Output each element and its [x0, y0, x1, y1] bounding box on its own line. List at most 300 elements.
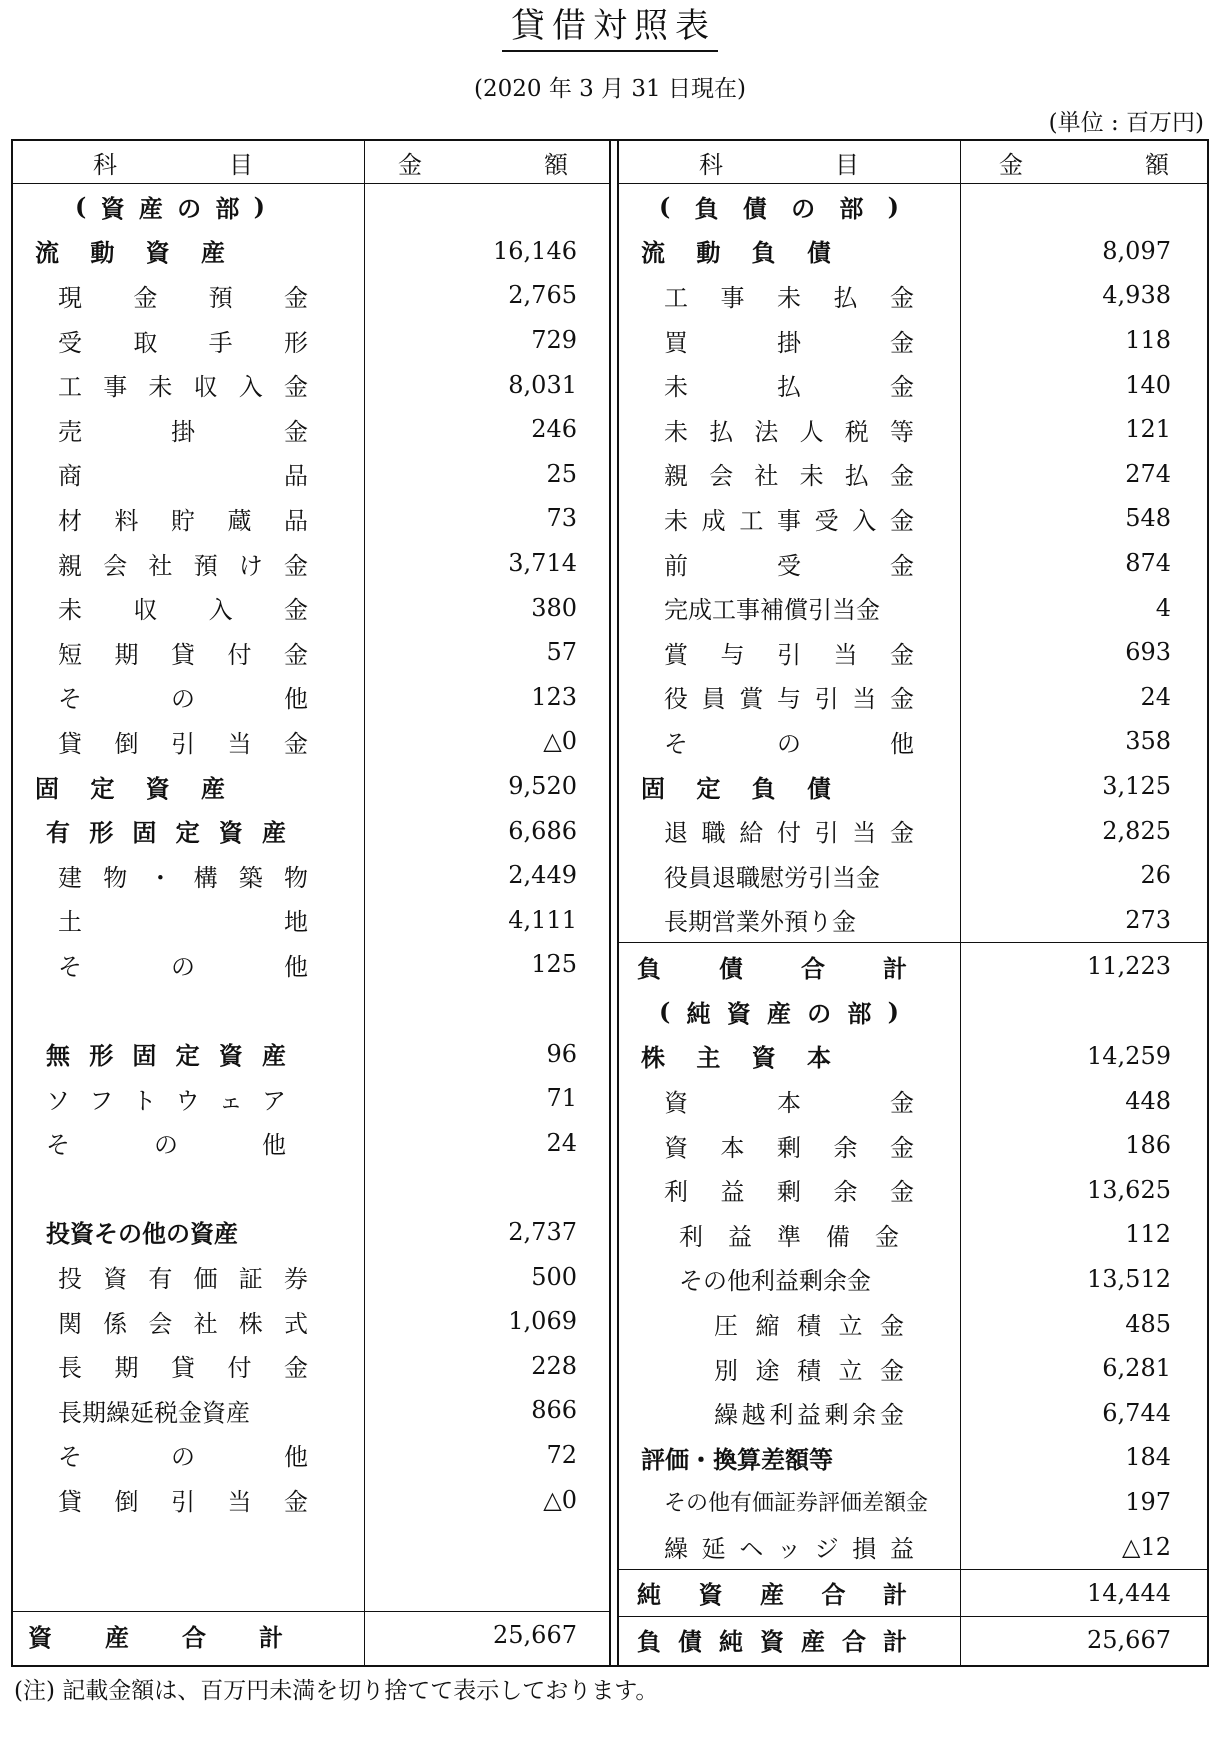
row-label [58, 278, 308, 313]
label-char: ェ [218, 1086, 243, 1115]
section-label [75, 189, 265, 224]
label-char: 築 [238, 863, 263, 892]
label-char: の [171, 685, 195, 714]
label-char: 合 [842, 1627, 866, 1657]
label-char: 入 [208, 596, 233, 625]
amount-value: 358 [1125, 727, 1171, 756]
row-label [58, 412, 308, 447]
total-row [619, 1616, 1208, 1663]
row-label [664, 635, 914, 670]
label-char: そ [58, 952, 82, 981]
label-char: 金 [283, 551, 308, 580]
label-char: 期 [114, 640, 139, 669]
label-char: の [777, 729, 801, 758]
row-label [58, 724, 308, 759]
label-char: 株 [238, 1309, 263, 1338]
label-char: そ [58, 1443, 82, 1472]
table-row [13, 764, 609, 809]
row-label [58, 1348, 308, 1383]
amount-value: 13,512 [1087, 1264, 1171, 1293]
row-label [664, 323, 914, 358]
amount-value: 2,449 [508, 861, 577, 890]
label-char: 掛 [777, 328, 801, 357]
label-char: 未 [148, 373, 173, 402]
label-char: 他 [890, 729, 914, 758]
amount-header [398, 145, 568, 180]
label-char: そ [664, 729, 688, 758]
label-char: 工 [739, 506, 764, 535]
label-char: 資 [664, 1133, 688, 1162]
table-row [13, 1343, 609, 1388]
table-row [13, 1076, 609, 1121]
label-char: 産 [766, 998, 791, 1028]
amount-value: 8,097 [1102, 236, 1171, 265]
label-char: 未 [58, 596, 82, 625]
label-char: 圧 [714, 1312, 738, 1341]
label-char: ( [659, 191, 671, 221]
amount-value: 14,444 [1087, 1578, 1171, 1607]
label-char: 資 [103, 1265, 128, 1294]
row-label [58, 1259, 308, 1294]
amount-value: 118 [1125, 326, 1171, 355]
amount-value: 273 [1125, 905, 1171, 934]
amount-value: 4,938 [1102, 281, 1171, 310]
label-char: 受 [777, 551, 801, 580]
label-char: 負 [694, 193, 719, 223]
amount-value: 3,125 [1102, 772, 1171, 801]
label-char: 事 [720, 283, 745, 312]
row-label [58, 1482, 308, 1517]
label-char: 蔵 [227, 506, 252, 535]
label-char: 合 [182, 1622, 206, 1652]
amount-value: 16,146 [493, 236, 577, 265]
table-row [13, 1210, 609, 1255]
label-char: ( [659, 996, 671, 1026]
amount-value: 11,223 [1087, 952, 1171, 981]
amount-value: 246 [531, 415, 577, 444]
label-char: 金 [890, 1178, 914, 1207]
label-char: 流 [35, 238, 59, 268]
label-char: 余 [852, 1401, 877, 1430]
table-row [619, 630, 1208, 675]
label-char: 地 [284, 908, 308, 937]
label-char: 有 [46, 818, 70, 848]
label-char: 倒 [114, 1488, 139, 1517]
as-of-date: (2020 年 3 月 31 日現在) [474, 76, 746, 102]
label-char: 退 [664, 819, 688, 848]
row-label [58, 947, 308, 982]
table-row [619, 273, 1208, 318]
label-char: 利 [679, 1222, 703, 1251]
label-char: 賞 [664, 640, 688, 669]
label-char: 有 [148, 1265, 173, 1294]
amount-value: 6,686 [508, 816, 577, 845]
label-char: 会 [148, 1309, 173, 1338]
label-char: 未 [664, 417, 688, 446]
label-char: 計 [883, 1627, 907, 1657]
row-label [58, 679, 308, 714]
table-row [13, 1120, 609, 1165]
row-label [664, 1083, 914, 1118]
amount-value: 4 [1155, 593, 1171, 622]
label-char: 資 [218, 1041, 243, 1071]
row-label [664, 679, 914, 714]
label-char: そ [58, 685, 82, 714]
label-char: の [807, 998, 832, 1028]
table-row [13, 541, 609, 586]
table-row [13, 675, 609, 720]
label-char: 付 [776, 819, 801, 848]
table-row [13, 942, 609, 987]
label-char: 本 [720, 1133, 745, 1162]
label-char: ト [132, 1086, 157, 1115]
section-heading [619, 184, 1208, 229]
amount-value: 6,281 [1102, 1354, 1171, 1383]
amount-value: 2,737 [508, 1217, 577, 1246]
label-char: 金 [283, 283, 308, 312]
unit-label: (単位 : 百万円) [1048, 110, 1204, 136]
table-row [619, 407, 1208, 452]
header-text: 金 [398, 150, 422, 179]
label-char: 式 [283, 1309, 308, 1338]
label-char: 益 [728, 1222, 752, 1251]
row-label [58, 635, 308, 670]
total-row [619, 942, 1208, 989]
amount-value: 197 [1125, 1487, 1171, 1516]
label-char: 券 [283, 1265, 308, 1294]
label-char: 定 [696, 773, 721, 803]
label-char: 定 [175, 818, 200, 848]
label-char: 金 [889, 819, 914, 848]
table-row [619, 1167, 1208, 1212]
row-label [46, 1036, 286, 1071]
label-char: 資 [698, 1580, 723, 1610]
table-row [13, 719, 609, 764]
label-char: 資 [28, 1622, 52, 1652]
label-char: 益 [796, 1401, 821, 1430]
footnote: (注) 記載金額は、百万円未満を切り捨てて表示しております。 [14, 1678, 659, 1704]
label-char: 他 [262, 1131, 286, 1160]
label-char: 工 [664, 283, 688, 312]
label-char: 資 [145, 238, 170, 268]
label-char: 形 [89, 1041, 114, 1071]
label-char: 動 [696, 238, 721, 268]
label-char: 負 [637, 953, 661, 983]
label-char: 短 [58, 640, 82, 669]
table-row [619, 853, 1208, 898]
amount-value: 112 [1125, 1220, 1171, 1249]
label-char: 親 [664, 462, 688, 491]
label-char: 預 [193, 551, 218, 580]
label-char: 引 [171, 729, 195, 758]
label-char: 社 [148, 551, 173, 580]
page-title: 貸借対照表 [0, 4, 1220, 52]
label-char: 貯 [171, 506, 195, 535]
label-char: 当 [852, 819, 877, 848]
label-char: 金 [875, 1222, 899, 1251]
row-label [664, 724, 914, 759]
label-char: 長 [58, 1354, 82, 1383]
label-char: 金 [889, 685, 914, 714]
balance-sheet-table [11, 139, 1209, 1667]
table-row [13, 496, 609, 541]
label-char: 親 [58, 551, 82, 580]
label-char: 主 [696, 1043, 721, 1073]
amount-value: 2,765 [508, 281, 577, 310]
label-char: 部 [847, 998, 872, 1028]
row-label [637, 1622, 907, 1657]
label-char: 金 [890, 373, 914, 402]
label-char: 受 [814, 506, 839, 535]
label-char: 税 [844, 417, 869, 446]
label-char: 産 [801, 1627, 825, 1657]
amount-header [999, 145, 1169, 180]
label-char: 金 [879, 1401, 904, 1430]
table-row [619, 898, 1208, 943]
label-char: 構 [193, 863, 218, 892]
table-row [13, 318, 609, 363]
section-label [659, 189, 899, 224]
label-char: 金 [890, 328, 914, 357]
row-label [641, 233, 831, 268]
label-char: 金 [890, 1133, 914, 1162]
amount-value: 125 [531, 950, 577, 979]
row-label [58, 367, 308, 402]
header-text: 科 [699, 150, 723, 179]
label-char: 繰 [664, 1535, 688, 1564]
label-char: 他 [284, 1443, 308, 1472]
amount-value: 57 [546, 638, 577, 667]
divider [609, 141, 611, 1665]
label-char: 引 [777, 640, 801, 669]
header-text: 科 [93, 150, 117, 179]
header-text: 額 [544, 150, 568, 179]
label-char: 固 [132, 1041, 157, 1071]
label-char: 証 [238, 1265, 263, 1294]
amount-value: 6,744 [1102, 1398, 1171, 1427]
amount-value: 866 [531, 1396, 577, 1425]
row-label [664, 278, 914, 313]
label-char: 会 [103, 551, 128, 580]
row-label [714, 1306, 904, 1341]
row-label [641, 1038, 831, 1073]
label-char: 係 [103, 1309, 128, 1338]
label-char: 繰 [714, 1401, 738, 1430]
label-char: の [791, 193, 816, 223]
header-text: 金 [999, 150, 1023, 179]
label-char: 資 [760, 1627, 784, 1657]
label-char: 未 [799, 462, 824, 491]
table-row [13, 898, 609, 943]
amount-value: 26 [1140, 861, 1171, 890]
amount-value: 25,667 [493, 1621, 577, 1649]
row-label: 完成工事補償引当金 [664, 596, 880, 625]
label-char: 未 [777, 283, 801, 312]
row-label [714, 1351, 904, 1386]
amount-value: 274 [1125, 459, 1171, 488]
label-char: 当 [852, 685, 877, 714]
label-char: 産 [138, 193, 163, 223]
amount-value: 140 [1125, 370, 1171, 399]
amount-value: 3,714 [508, 549, 577, 578]
amount-value: 186 [1125, 1131, 1171, 1160]
amount-value: 96 [546, 1039, 577, 1068]
label-char: 金 [890, 1089, 914, 1118]
label-char: 動 [90, 238, 115, 268]
row-label [46, 1125, 286, 1160]
row-label [664, 1128, 914, 1163]
header-row [619, 141, 1208, 184]
row-label [664, 546, 914, 581]
row-label [58, 456, 308, 491]
table-row [13, 853, 609, 898]
label-char: 債 [719, 953, 743, 983]
table-row [619, 1034, 1208, 1079]
label-char: 部 [839, 193, 864, 223]
amount-value: 14,259 [1087, 1041, 1171, 1070]
label-char: 未 [664, 506, 688, 535]
label-char: 成 [701, 506, 726, 535]
label-char: 余 [833, 1178, 858, 1207]
label-char: 未 [664, 373, 688, 402]
label-char: 物 [103, 863, 128, 892]
table-row [619, 229, 1208, 274]
table-row [619, 808, 1208, 853]
amount-value: 874 [1125, 549, 1171, 578]
row-label [664, 813, 914, 848]
label-char: 利 [664, 1178, 688, 1207]
label-char: 固 [35, 773, 59, 803]
label-char: 土 [58, 908, 82, 937]
row-label: 投資その他の資産 [46, 1219, 238, 1249]
label-char: 員 [701, 685, 726, 714]
table-row [13, 1299, 609, 1344]
label-char: 固 [132, 818, 157, 848]
table-row [13, 452, 609, 497]
label-char: 金 [890, 640, 914, 669]
table-row [619, 585, 1208, 630]
row-label: その他利益剰余金 [679, 1267, 871, 1296]
label-char: 益 [720, 1178, 745, 1207]
row-label: 長期繰延税金資産 [58, 1398, 250, 1427]
label-char: そ [46, 1131, 70, 1160]
table-row [13, 585, 609, 630]
label-char: 定 [175, 1041, 200, 1071]
label-char: の [177, 193, 202, 223]
amount-value: 485 [1125, 1309, 1171, 1338]
label-char: 備 [826, 1222, 850, 1251]
row-label [664, 412, 914, 447]
label-char: 貸 [171, 1354, 195, 1383]
table-row [13, 1566, 609, 1611]
label-char: 商 [58, 462, 82, 491]
label-char: 金 [133, 283, 158, 312]
amount-value: 25 [546, 459, 577, 488]
label-char: 金 [284, 729, 308, 758]
table-row [619, 541, 1208, 586]
row-label [35, 769, 225, 804]
table-row [13, 407, 609, 452]
amount-value: △12 [1122, 1532, 1171, 1561]
label-char: 他 [284, 685, 308, 714]
table-row [619, 362, 1208, 407]
header-text: 目 [229, 150, 253, 179]
label-char: 金 [284, 417, 308, 446]
table-row [13, 362, 609, 407]
label-char: ) [253, 191, 265, 221]
header-text: 目 [835, 150, 859, 179]
table-row [619, 1390, 1208, 1435]
table-row [13, 1254, 609, 1299]
label-char: 流 [641, 238, 665, 268]
label-char: 資 [751, 1043, 776, 1073]
table-row [13, 1165, 609, 1210]
label-char: 本 [806, 1043, 831, 1073]
label-char: 産 [261, 1041, 286, 1071]
header-row [13, 141, 609, 184]
amount-value: 448 [1125, 1086, 1171, 1115]
label-char: 入 [238, 373, 263, 402]
label-char: 入 [852, 506, 877, 535]
label-char: 益 [889, 1535, 914, 1564]
table-row [13, 1522, 609, 1567]
row-label [58, 590, 308, 625]
table-row [619, 1346, 1208, 1391]
label-char: 損 [852, 1535, 877, 1564]
amount-value: 4,111 [508, 905, 577, 934]
label-char: 積 [797, 1312, 821, 1341]
label-char: 産 [760, 1580, 784, 1610]
table-row [13, 1388, 609, 1433]
label-char: 料 [114, 506, 139, 535]
row-label [664, 1172, 914, 1207]
amount-value: 24 [1140, 682, 1171, 711]
label-char: ウ [175, 1086, 200, 1115]
label-char: 他 [284, 952, 308, 981]
item-header [699, 145, 859, 180]
label-char: 取 [133, 328, 158, 357]
label-char: 受 [58, 328, 82, 357]
amount-value: 121 [1125, 415, 1171, 444]
table-row [619, 675, 1208, 720]
table-row [13, 1031, 609, 1076]
label-char: 価 [193, 1265, 218, 1294]
table-row [13, 1477, 609, 1522]
label-char: 別 [714, 1356, 738, 1385]
label-char: 合 [821, 1580, 846, 1610]
row-label [664, 1529, 914, 1564]
amount-value: 123 [531, 682, 577, 711]
table-row [619, 1480, 1208, 1525]
label-char: 純 [686, 998, 711, 1028]
label-char: 越 [741, 1401, 766, 1430]
label-char: 立 [838, 1312, 863, 1341]
amount-value: 25,667 [1087, 1625, 1171, 1654]
assets-column [13, 141, 609, 1658]
label-char: 資 [218, 818, 243, 848]
label-char: 部 [215, 193, 240, 223]
row-label: その他有価証券評価差額金 [664, 1491, 929, 1517]
label-char: 無 [46, 1041, 70, 1071]
section-label [659, 994, 899, 1029]
label-char: 品 [284, 506, 308, 535]
row-label [679, 1217, 899, 1252]
label-char: 建 [58, 863, 82, 892]
label-char: 貸 [171, 640, 195, 669]
label-char: 株 [641, 1043, 665, 1073]
label-char: 売 [58, 417, 82, 446]
row-label [58, 546, 308, 581]
